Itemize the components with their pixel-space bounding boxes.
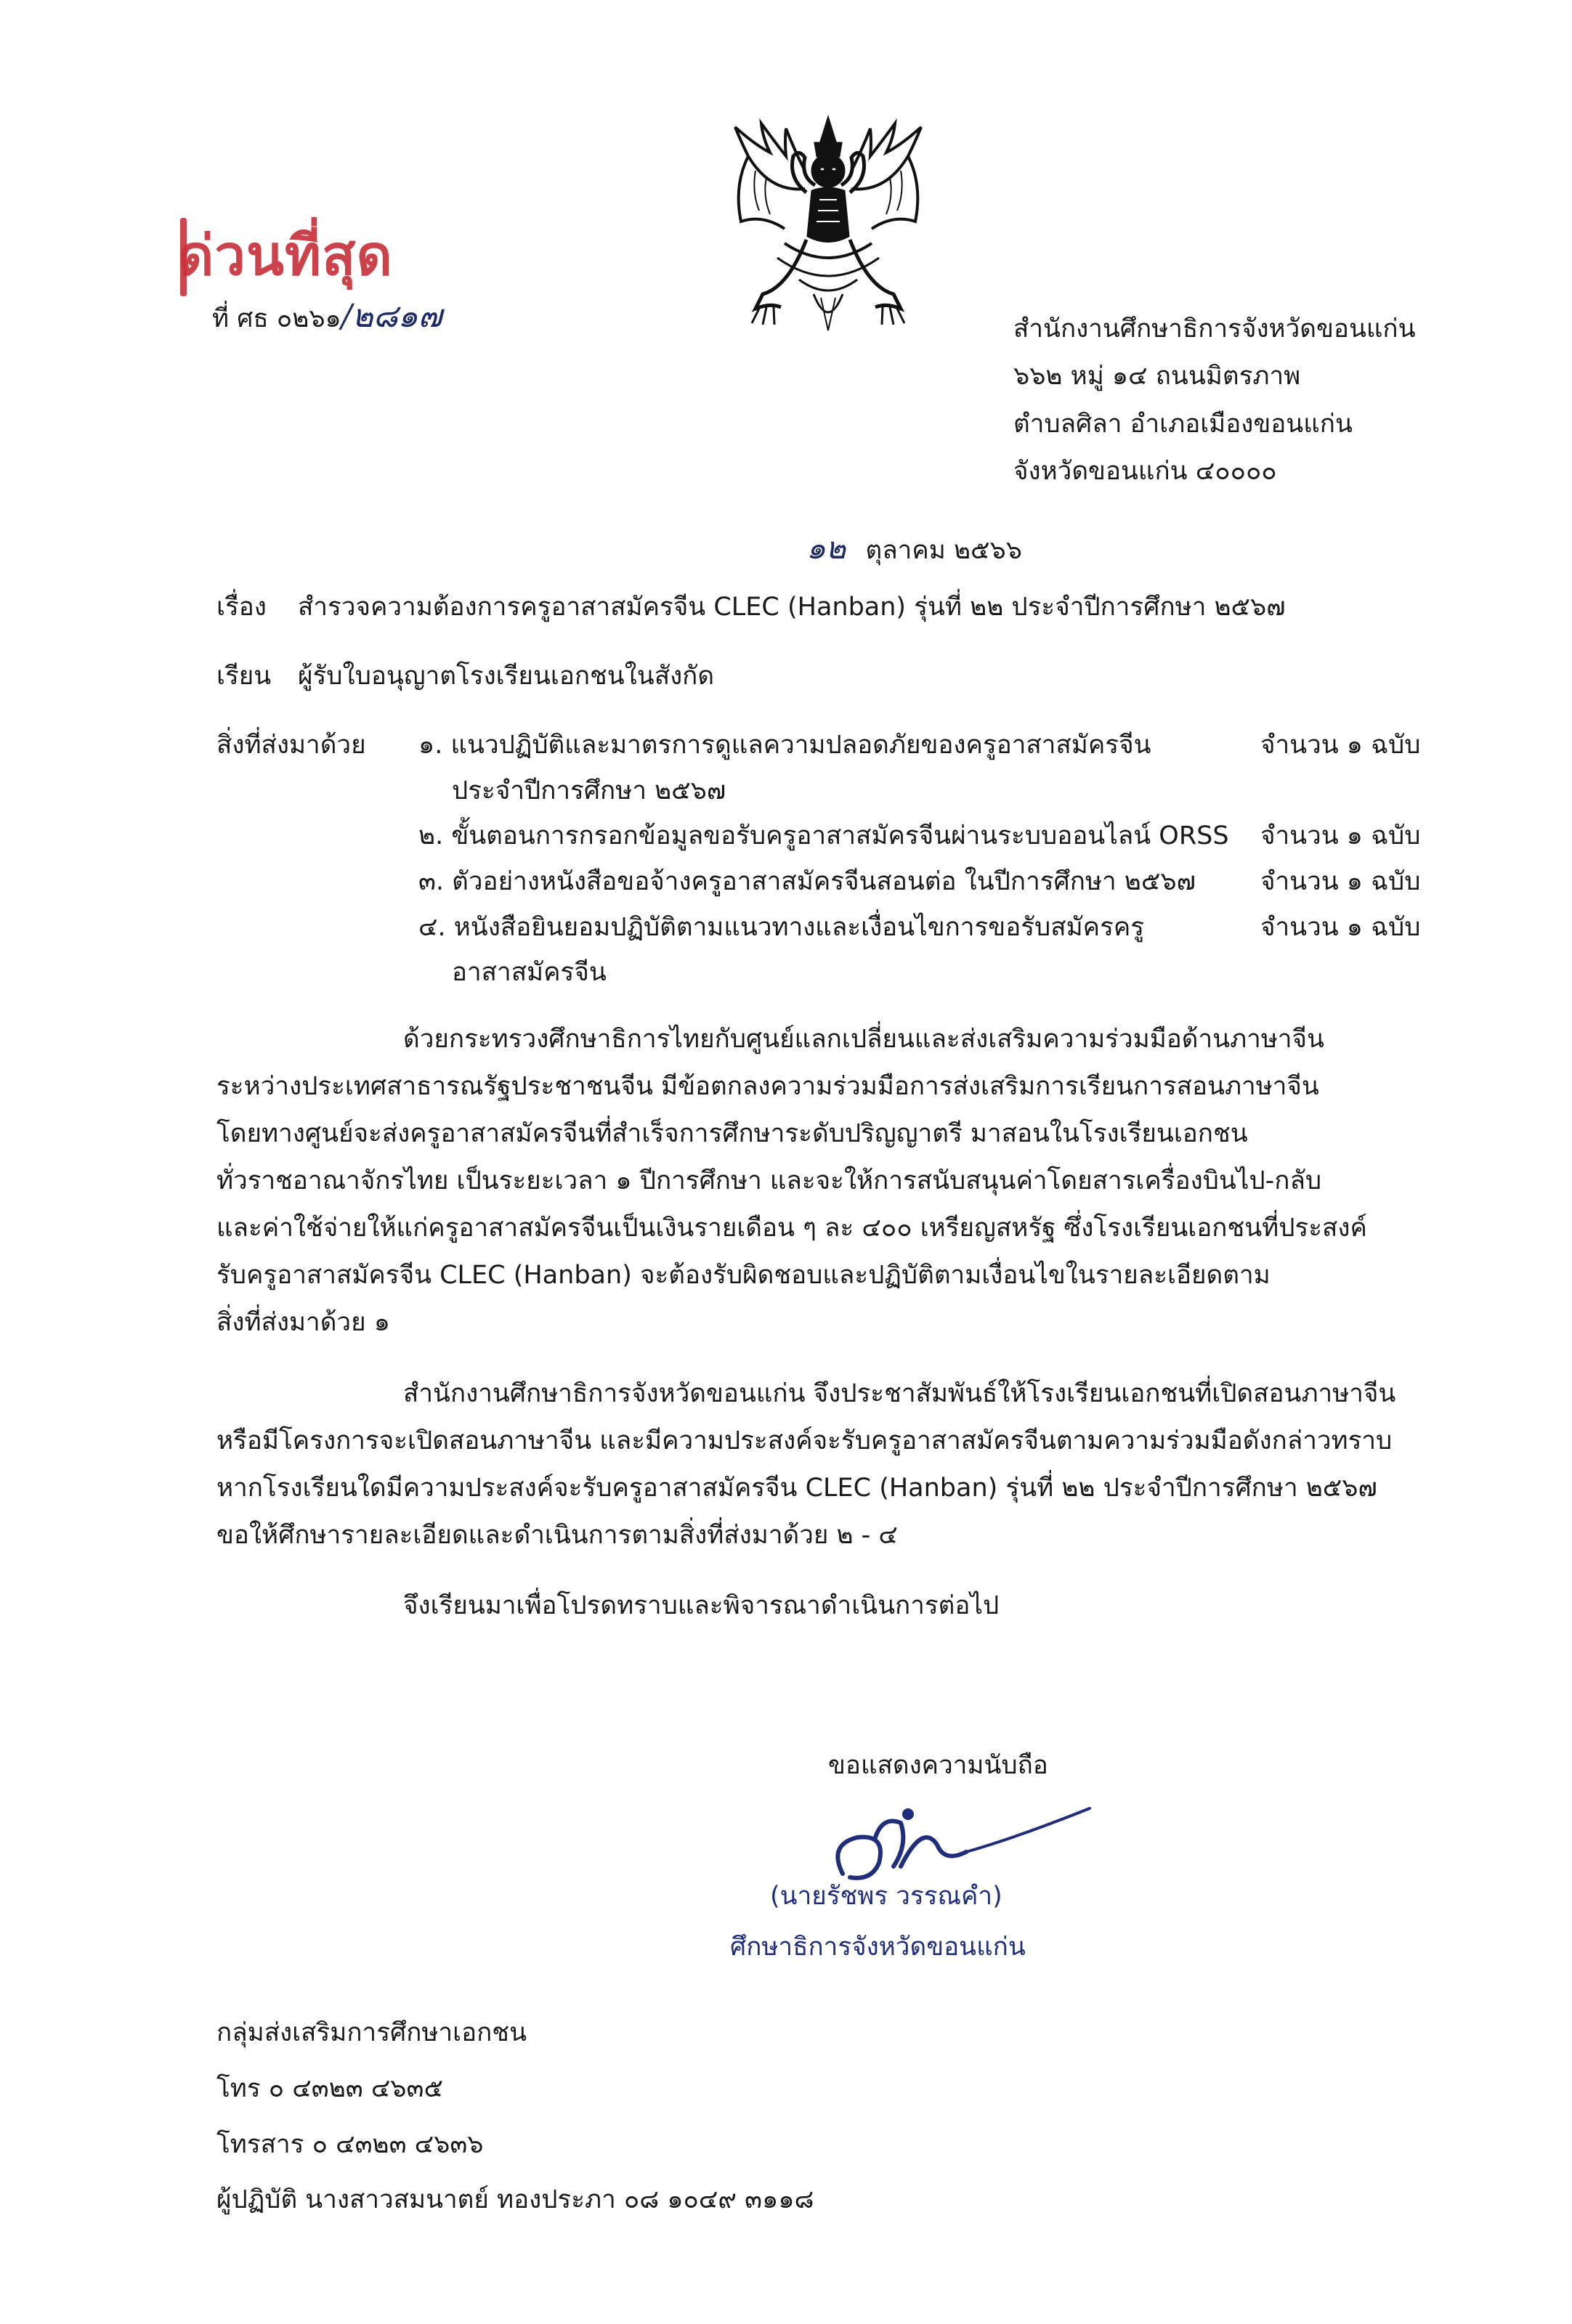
sender-address-line-1: สำนักงานศึกษาธิการจังหวัดขอนแก่น xyxy=(1013,314,1416,344)
recipient-label: เรียน xyxy=(216,662,272,691)
body-paragraph-1-line-3: โดยทางศูนย์จะส่งครูอาสาสมัครจีนที่สำเร็จการศึกษาระดับปริญญาตรี มาสอนในโรงเรียนเอกชน xyxy=(216,1119,1248,1148)
enclosure-item-3-line-1: ๓. ตัวอย่างหนังสือขอจ้างครูอาสาสมัครจีนสอนต่อ ในปีการศึกษา ๒๕๖๗ xyxy=(418,867,1196,896)
enclosure-item-3-qty: จำนวน ๑ ฉบับ xyxy=(1260,867,1421,896)
subject-text: สำรวจความต้องการครูอาสาสมัครจีน CLEC (Hanban) รุ่นที่ ๒๒ ประจำปีการศึกษา ๒๕๖๗ xyxy=(298,593,1286,622)
body-paragraph-2-line-1: สำนักงานศึกษาธิการจังหวัดขอนแก่น จึงประชาสัมพันธ์ให้โรงเรียนเอกชนที่เปิดสอนภาษาจีน xyxy=(403,1379,1396,1408)
enclosures-label: สิ่งที่ส่งมาด้วย xyxy=(216,731,366,760)
garuda-emblem-icon xyxy=(719,113,937,345)
body-paragraph-2-line-4: ขอให้ศึกษารายละเอียดและดำเนินการตามสิ่งที่ส่งมาด้วย ๒ - ๔ xyxy=(216,1521,898,1550)
enclosure-item-4-line-2: อาสาสมัครจีน xyxy=(452,958,607,987)
contact-phone: โทร ๐ ๔๓๒๓ ๔๖๓๕ xyxy=(216,2074,443,2103)
urgency-stamp: ด่วนที่สุด xyxy=(178,223,393,288)
date-day-handwritten: ๑๒ xyxy=(806,530,846,566)
closing-line: จึงเรียนมาเพื่อโปรดทราบและพิจารณาดำเนินการต่อไป xyxy=(403,1591,1000,1620)
body-paragraph-2-line-3: หากโรงเรียนใดมีความประสงค์จะรับครูอาสาสมัครจีน CLEC (Hanban) รุ่นที่ ๒๒ ประจำปีการศึกษา ๒๕๖๗ xyxy=(216,1474,1377,1503)
date-month-year: ตุลาคม ๒๕๖๖ xyxy=(865,536,1022,565)
enclosure-item-4-qty: จำนวน ๑ ฉบับ xyxy=(1260,913,1421,942)
contact-officer: ผู้ปฏิบัติ นางสาวสมนาตย์ ทองประภา ๐๘ ๑๐๔๙ ๓๑๑๘ xyxy=(216,2185,814,2214)
enclosure-item-1-qty: จำนวน ๑ ฉบับ xyxy=(1260,731,1421,760)
enclosure-item-1-line-2: ประจำปีการศึกษา ๒๕๖๗ xyxy=(452,776,726,805)
body-paragraph-1-line-4: ทั่วราชอาณาจักรไทย เป็นระยะเวลา ๑ ปีการศึกษา และจะให้การสนับสนุนค่าโดยสารเครื่องบินไป-กลับ xyxy=(216,1166,1322,1195)
sender-address-line-2: ๖๖๒ หมู่ ๑๔ ถนนมิตรภาพ xyxy=(1013,362,1301,391)
signer-name: (นายรัชพร วรรณคำ) xyxy=(770,1882,1002,1911)
recipient-text: ผู้รับใบอนุญาตโรงเรียนเอกชนในสังกัด xyxy=(298,662,715,691)
body-paragraph-1-line-6: รับครูอาสาสมัครจีน CLEC (Hanban) จะต้องรับผิดชอบและปฏิบัติตามเงื่อนไขในรายละเอียดตาม xyxy=(216,1261,1271,1290)
body-paragraph-2-line-2: หรือมีโครงการจะเปิดสอนภาษาจีน และมีความประสงค์จะรับครูอาสาสมัครจีนตามความร่วมมือดังกล่าวทราบ xyxy=(216,1426,1393,1455)
subject-label: เรื่อง xyxy=(216,593,267,622)
document-number xyxy=(212,298,442,336)
contact-department: กลุ่มส่งเสริมการศึกษาเอกชน xyxy=(216,2018,527,2047)
regards: ขอแสดงความนับถือ xyxy=(828,1751,1048,1780)
enclosure-item-2-line-1: ๒. ขั้นตอนการกรอกข้อมูลขอรับครูอาสาสมัครจีนผ่านระบบออนไลน์ ORSS xyxy=(418,821,1229,850)
document-number-handwritten: /๒๘๑๗ xyxy=(341,298,442,335)
sender-address-line-4: จังหวัดขอนแก่น ๔๐๐๐๐ xyxy=(1013,457,1277,486)
body-paragraph-1-line-2: ระหว่างประเทศสาธารณรัฐประชาชนจีน มีข้อตกลงความร่วมมือการส่งเสริมการเรียนการสอนภาษาจีน xyxy=(216,1072,1319,1101)
contact-fax: โทรสาร ๐ ๔๓๒๓ ๔๖๓๖ xyxy=(216,2130,484,2159)
body-paragraph-1-line-5: และค่าใช้จ่ายให้แก่ครูอาสาสมัครจีนเป็นเงินรายเดือน ๆ ละ ๔๐๐ เหรียญสหรัฐ ซึ่งโรงเรียนเอกชนที่ประสงค์ xyxy=(216,1214,1367,1243)
body-paragraph-1-line-1: ด้วยกระทรวงศึกษาธิการไทยกับศูนย์แลกเปลี่ยนและส่งเสริมความร่วมมือด้านภาษาจีน xyxy=(403,1025,1324,1054)
signer-title: ศึกษาธิการจังหวัดขอนแก่น xyxy=(730,1933,1026,1962)
body-paragraph-1-line-7: สิ่งที่ส่งมาด้วย ๑ xyxy=(216,1308,390,1337)
sender-address-line-3: ตำบลศิลา อำเภอเมืองขอนแก่น xyxy=(1013,410,1353,439)
document-number-prefix: ที่ ศธ ๐๒๖๑ xyxy=(212,304,341,333)
enclosure-item-1-line-1: ๑. แนวปฏิบัติและมาตรการดูแลความปลอดภัยของครูอาสาสมัครจีน xyxy=(418,731,1151,760)
letter-date xyxy=(806,530,1022,566)
enclosure-item-2-qty: จำนวน ๑ ฉบับ xyxy=(1260,821,1421,850)
enclosure-item-4-line-1: ๔. หนังสือยินยอมปฏิบัติตามแนวทางและเงื่อนไขการขอรับสมัครครู xyxy=(418,913,1145,942)
